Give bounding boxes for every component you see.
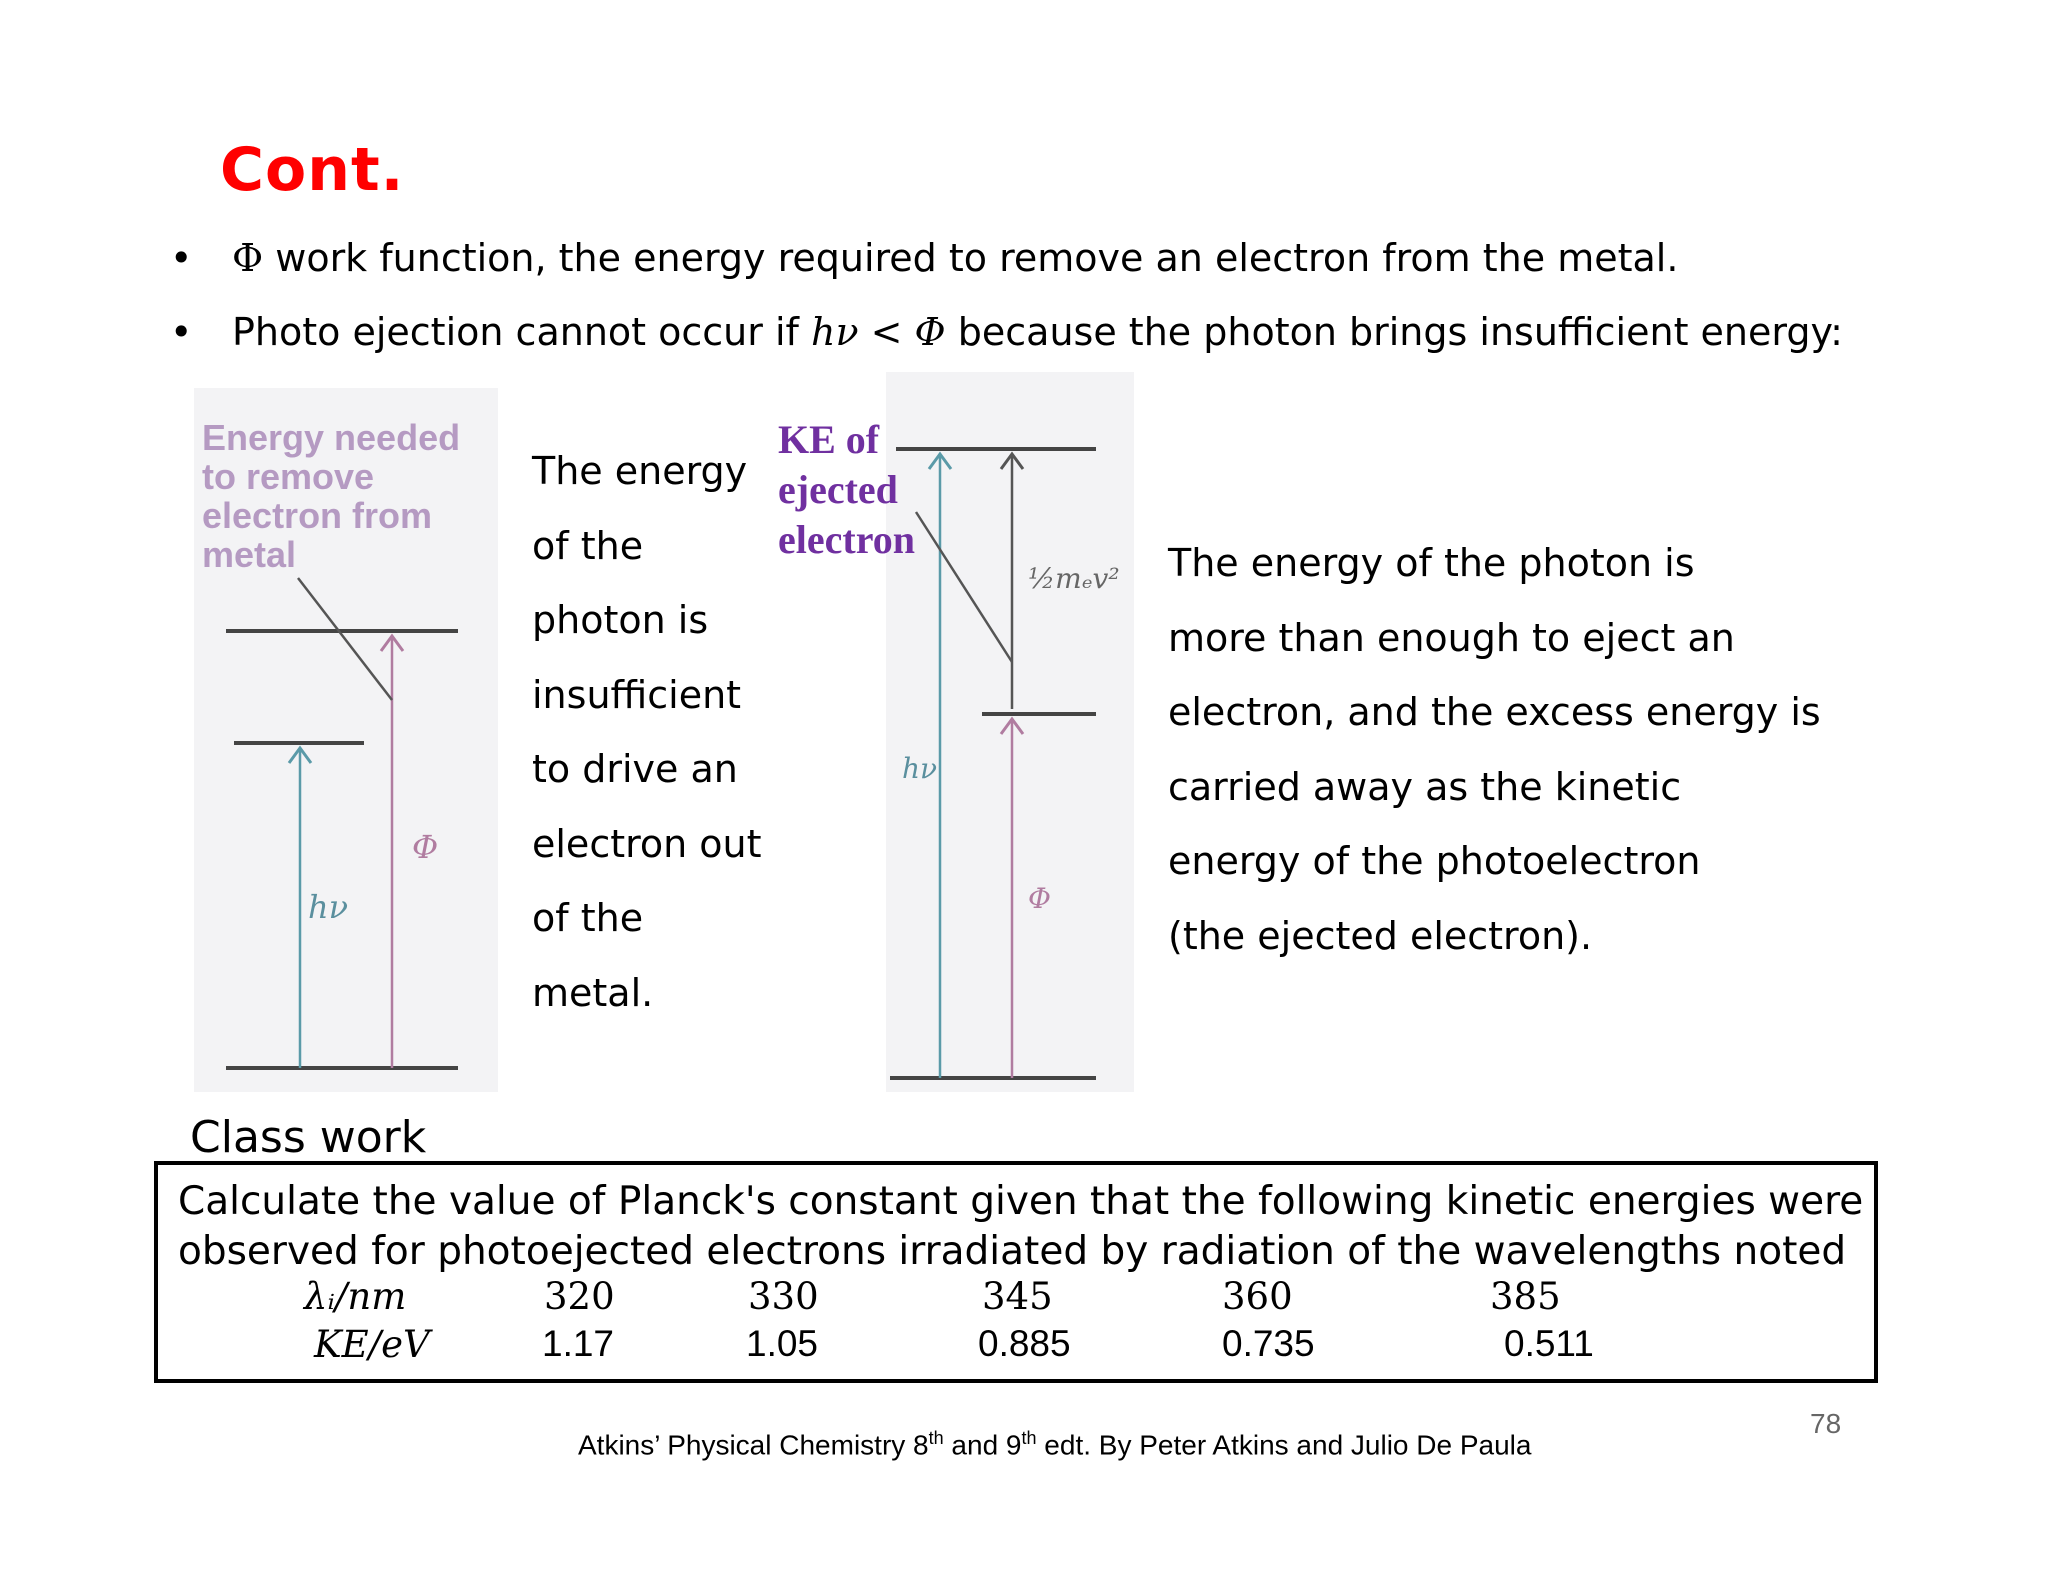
- hv-label: hν: [308, 888, 349, 926]
- citation-part: Atkins’ Physical Chemistry 8: [578, 1429, 929, 1461]
- text-line: The energy: [532, 449, 748, 493]
- phi-label: Φ: [1028, 882, 1051, 915]
- wavelength-value: 345: [982, 1275, 1053, 1318]
- insufficient-explanation: [532, 434, 762, 1030]
- classwork-box: [154, 1161, 1878, 1383]
- inequality: hν < Φ: [810, 310, 946, 354]
- citation-part: and 9: [943, 1429, 1022, 1461]
- phi-label: Φ: [412, 828, 439, 866]
- hv-label: hν: [902, 752, 938, 785]
- text-line: energy of the photoelectron: [1168, 839, 1701, 883]
- citation-sup: th: [1021, 1428, 1037, 1448]
- kinetic-energy-value: 0.511: [1504, 1323, 1594, 1364]
- data-table: [158, 1275, 1874, 1375]
- text-line: (the ejected electron).: [1168, 913, 1593, 958]
- text-line: photon is: [532, 598, 709, 642]
- kinetic-energy-label: ½mₑv²: [1028, 562, 1120, 595]
- label-line: Energy needed: [202, 417, 461, 458]
- diagram-left-label: [202, 418, 460, 574]
- energy-level-drawing: [886, 372, 1134, 1092]
- wavelength-value: 360: [1222, 1275, 1293, 1318]
- kinetic-energy-value: 1.17: [542, 1323, 615, 1364]
- page-number: 78: [1810, 1408, 1842, 1439]
- label-line: metal: [202, 534, 297, 575]
- prompt-line: Calculate the value of Planck's constant given that the following kinetic energies were: [178, 1179, 1864, 1224]
- text-line: The energy of the photon is: [1168, 541, 1695, 585]
- label-line: ejected: [778, 467, 898, 512]
- prompt-line: observed for photoejected electrons irradiated by radiation of the wavelengths noted: [178, 1229, 1847, 1274]
- label-line: electron: [778, 517, 915, 562]
- bullet-body: work function, the energy required to remove an electron from the metal.: [263, 236, 1679, 280]
- text-line: insufficient: [532, 672, 742, 717]
- slide-title: Cont.: [220, 135, 405, 205]
- wavelength-value: 385: [1490, 1275, 1561, 1318]
- text-line: carried away as the kinetic: [1168, 764, 1682, 809]
- bullet-marker: •: [170, 310, 193, 354]
- text-line: of the: [532, 896, 644, 940]
- bullet-suffix: because the photon brings insufficient energy:: [945, 310, 1843, 354]
- text-line: metal.: [532, 970, 654, 1015]
- wavelength-header: λᵢ/nm: [304, 1275, 407, 1318]
- diagram-background: [886, 372, 1134, 1092]
- bullet-prefix: Photo ejection cannot occur if: [232, 310, 811, 354]
- kinetic-energy-value: 0.735: [1222, 1323, 1315, 1364]
- citation: [578, 1428, 1531, 1461]
- text-line: electron out: [532, 821, 762, 866]
- kinetic-energy-value: 0.885: [978, 1323, 1071, 1364]
- energy-diagram-excess: [886, 372, 1134, 1092]
- kinetic-energy-value: 1.05: [746, 1323, 819, 1364]
- citation-sup: th: [928, 1428, 944, 1448]
- text-line: electron, and the excess energy is: [1168, 690, 1821, 734]
- classwork-prompt: [178, 1177, 1863, 1277]
- label-line: electron from: [202, 495, 433, 536]
- energy-diagram-insufficient: [194, 388, 498, 1092]
- label-line: KE of: [778, 417, 880, 462]
- text-line: more than enough to eject an: [1168, 615, 1735, 660]
- excess-explanation: [1168, 526, 1821, 973]
- bullet-marker: •: [170, 236, 193, 280]
- text-line: of the: [532, 523, 644, 568]
- label-line: to remove: [202, 456, 375, 497]
- wavelength-value: 330: [748, 1275, 819, 1318]
- wavelength-value: 320: [544, 1275, 615, 1318]
- citation-part: edt. By Peter Atkins and Julio De Paula: [1036, 1429, 1532, 1461]
- bullet-text: [232, 312, 1843, 352]
- ke-ejected-electron-label: [778, 415, 915, 565]
- classwork-heading: Class work: [190, 1112, 427, 1163]
- bullet-text: [232, 238, 1678, 278]
- phi-symbol: Φ: [232, 236, 264, 280]
- text-line: to drive an: [532, 747, 738, 791]
- kinetic-energy-header: KE/eV: [314, 1323, 430, 1366]
